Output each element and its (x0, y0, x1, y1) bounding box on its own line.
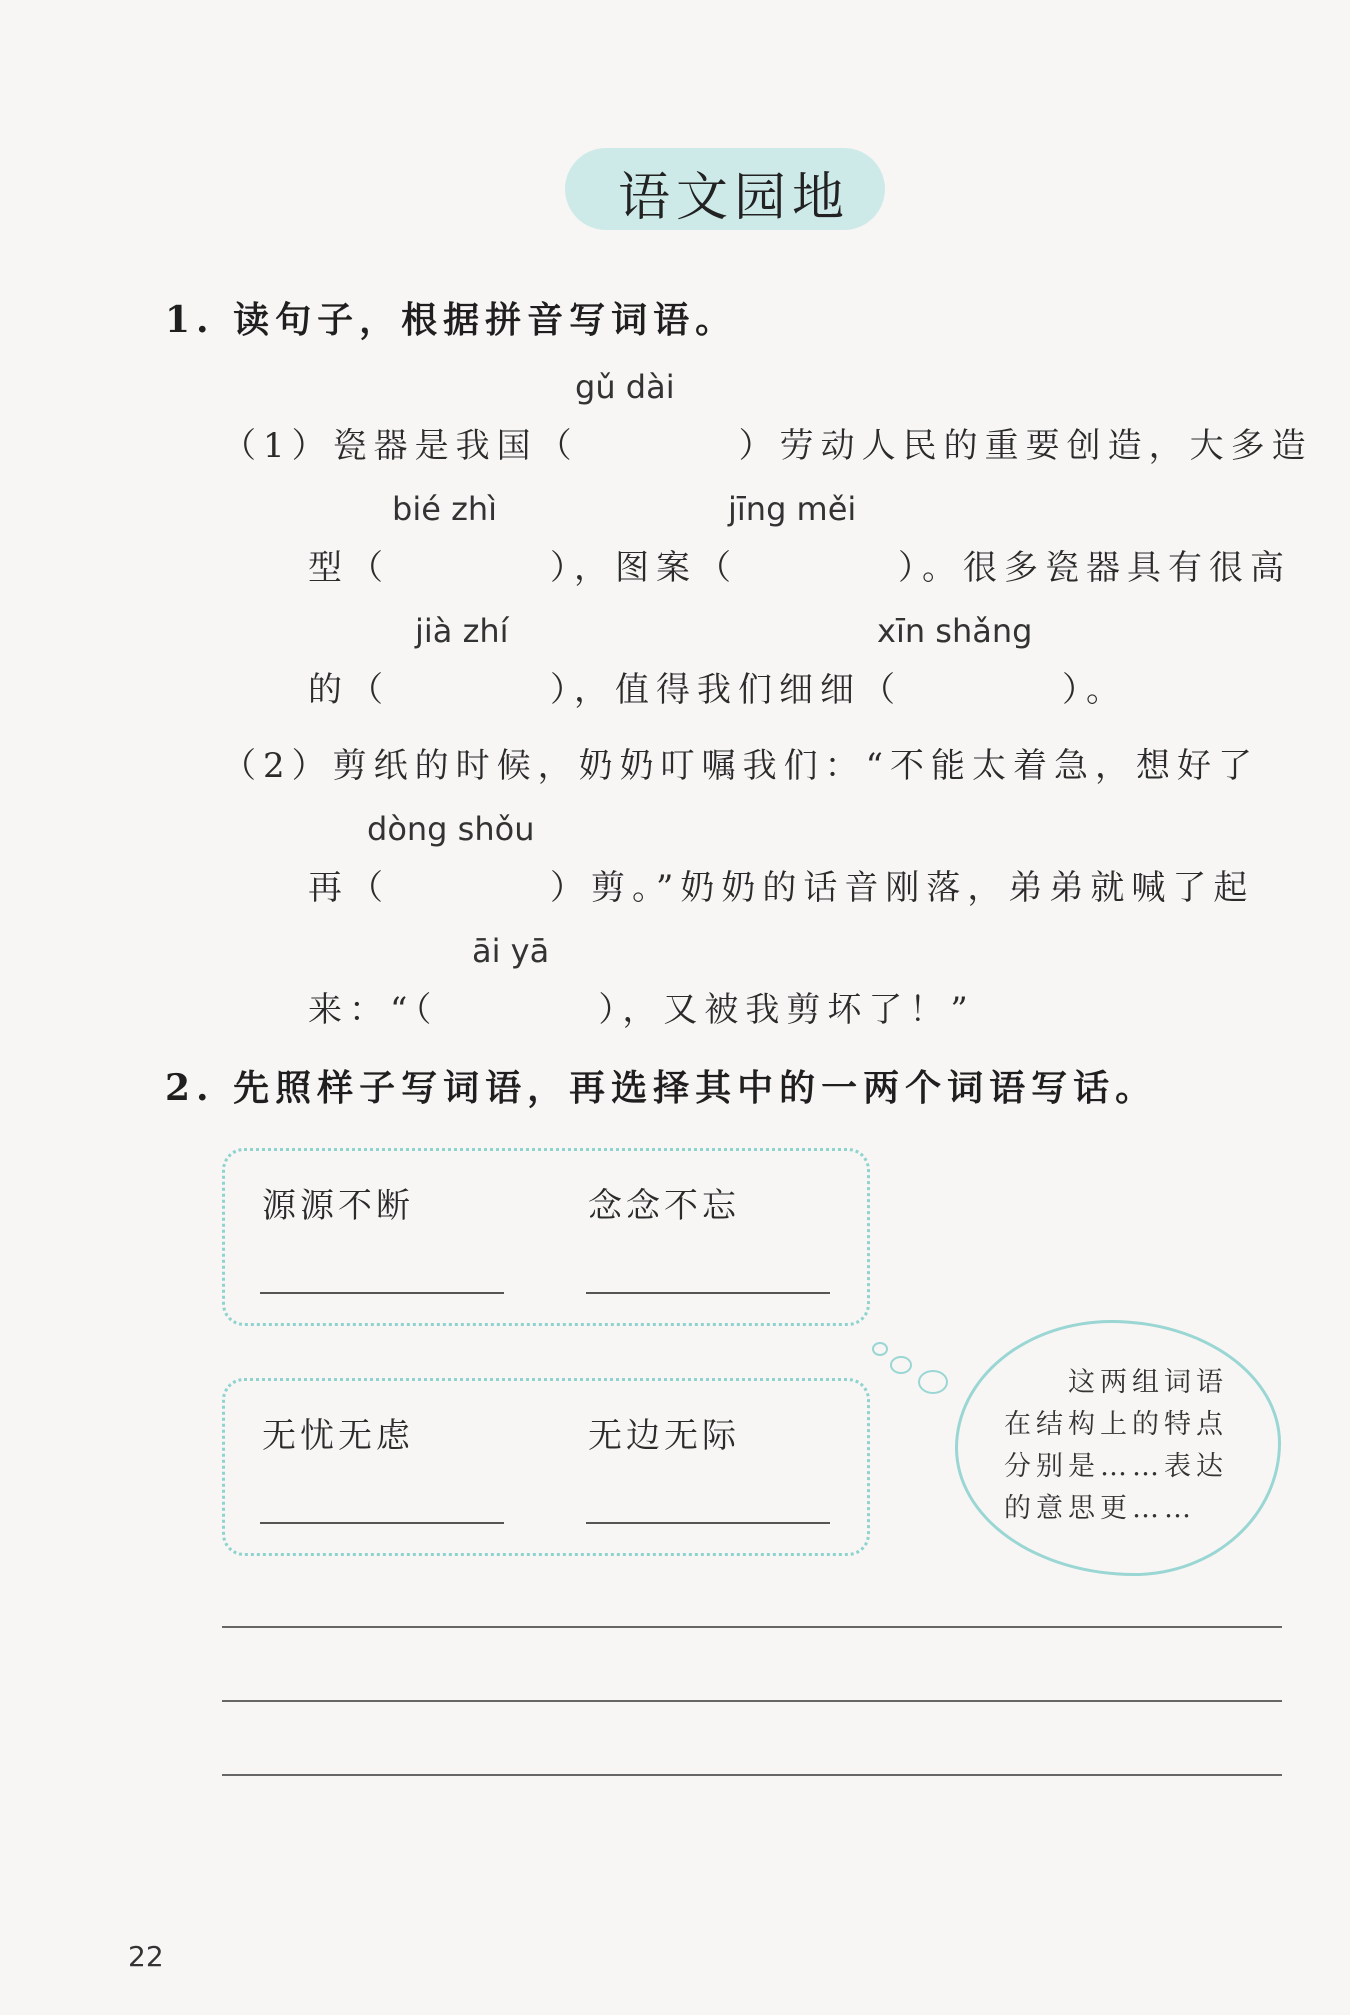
sentence-1-line-1-part-b: ）劳动人民的重要创造，大多造 (738, 426, 1313, 466)
word-example-box-2 (222, 1378, 870, 1556)
word-answer-line[interactable] (586, 1522, 830, 1524)
sentence-2-line-3-part-a: 来：“（ (308, 990, 439, 1030)
pinyin-ai-ya: āi yā (472, 932, 550, 970)
pinyin-jing-mei: jīng měi (728, 490, 857, 528)
page-title: 语文园地 (618, 168, 851, 228)
hint-line-4: 的意思更…… (1004, 1493, 1196, 1524)
word-answer-line[interactable] (260, 1292, 504, 1294)
sentence-1-line-3-part-a: 的（ (308, 670, 390, 710)
sentence-2-line-2 (308, 860, 1254, 909)
pinyin-bie-zhi: bié zhì (392, 490, 498, 528)
sentence-1-line-3 (308, 662, 1127, 711)
sentence-2-line-2-part-a: 再（ (308, 868, 390, 908)
sentence-2-line-3-part-b: ），又被我剪坏了！” (598, 990, 975, 1030)
example-word-niannian-buwang: 念念不忘 (588, 1186, 740, 1226)
word-answer-line[interactable] (260, 1522, 504, 1524)
sentence-1-line-2-part-c: ）。很多瓷器具有很高 (898, 548, 1291, 588)
sentence-1-line-3-part-c: ）。 (1062, 670, 1127, 710)
pinyin-gu-dai: gǔ dài (575, 368, 675, 406)
example-word-yuanyuan-buduan: 源源不断 (262, 1186, 414, 1226)
word-answer-line[interactable] (586, 1292, 830, 1294)
pinyin-xin-shang: xīn shǎng (877, 612, 1033, 650)
thought-bubble-dot (918, 1370, 948, 1394)
example-word-wubian-wuji: 无边无际 (588, 1416, 740, 1456)
sentence-1-line-2 (308, 540, 1291, 589)
writing-line-3[interactable] (222, 1774, 1282, 1776)
thought-bubble-dot (872, 1342, 888, 1356)
hint-line-1: 这两组词语 (1068, 1367, 1228, 1398)
hint-line-3: 分别是……表达 (1004, 1451, 1228, 1482)
sentence-2-line-2-part-b: ）剪。”奶奶的话音刚落，弟弟就喊了起 (550, 868, 1255, 908)
writing-line-1[interactable] (222, 1626, 1282, 1628)
thought-bubble-dot (890, 1356, 912, 1374)
page-number: 22 (128, 1940, 164, 1973)
writing-line-2[interactable] (222, 1700, 1282, 1702)
sentence-1-line-1 (222, 418, 1313, 467)
example-word-wuyou-wulv: 无忧无虑 (262, 1416, 414, 1456)
question-2-heading: 2. 先照样子写词语，再选择其中的一两个词语写话。 (165, 1067, 1158, 1109)
hint-line-2: 在结构上的特点 (1004, 1409, 1228, 1440)
pinyin-jia-zhi: jià zhí (415, 612, 509, 650)
word-example-box-1 (222, 1148, 870, 1326)
pinyin-dong-shou: dòng shǒu (367, 810, 535, 848)
sentence-2-line-3 (308, 982, 975, 1031)
sentence-1-line-1-part-a: （1）瓷器是我国（ (222, 426, 579, 466)
question-1-heading: 1. 读句子，根据拼音写词语。 (165, 299, 738, 341)
sentence-1-line-3-part-b: ），值得我们细细（ (550, 670, 902, 710)
sentence-1-line-2-part-b: ），图案（ (550, 548, 738, 588)
sentence-2-line-1: （2）剪纸的时候，奶奶叮嘱我们：“不能太着急，想好了 (222, 746, 1260, 786)
sentence-1-line-2-part-a: 型（ (308, 548, 390, 588)
